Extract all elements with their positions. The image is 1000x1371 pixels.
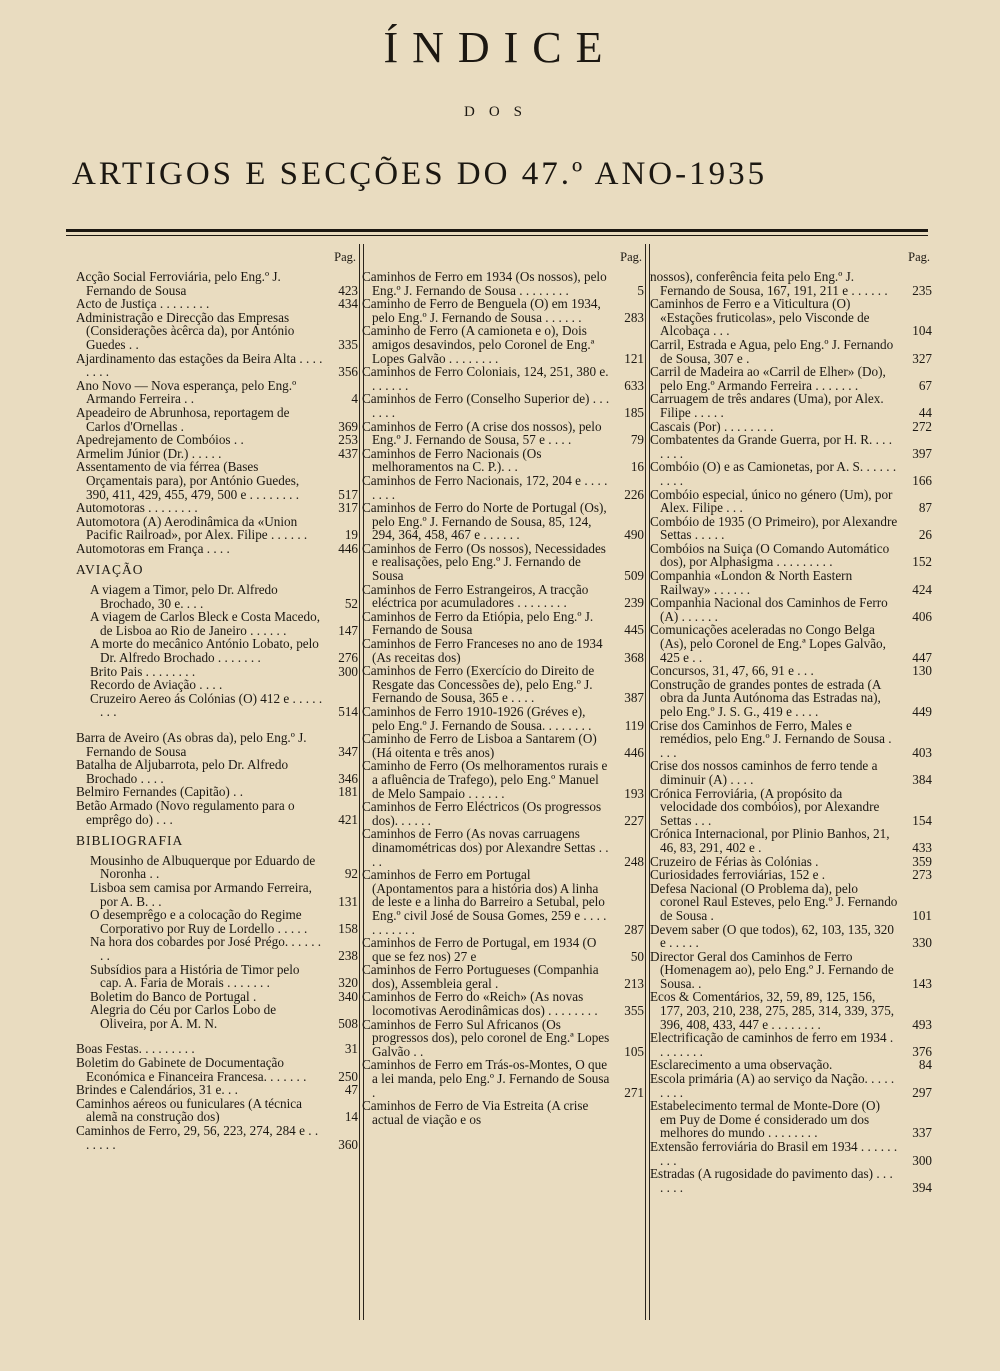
entry-title: Caminhos de Ferro (As novas carruagens dinamométricas dos) por Alexandre Settas . . . .: [362, 826, 609, 869]
entry-title: Lisboa sem camisa por Armando Ferreira, por A. B. . .: [90, 879, 312, 909]
index-entry: [650, 392, 932, 419]
entry-title: Escola primária (A) ao serviço da Nação. . . . . . . . .: [650, 1071, 895, 1100]
entry-page-number: 297: [912, 1084, 932, 1100]
column-divider: [359, 244, 360, 1320]
entry-page-number: 276: [338, 650, 358, 666]
entry-page-number: 347: [338, 743, 358, 759]
entry-title: Combatentes da Grande Guerra, por H. R. . . . . . . .: [650, 432, 893, 461]
entry-title: Caminhos aéreos ou funiculares (A técnica alemã na construção dos): [76, 1095, 302, 1125]
index-entry: [362, 365, 644, 392]
entry-title: Ecos & Comentários, 32, 59, 89, 125, 156, 177, 203, 210, 238, 275, 285, 314, 339, 375, 396, 408, 433, 447 e . . . . . . . .: [650, 989, 895, 1032]
entry-page-number: 92: [344, 866, 358, 882]
entry-page-number: 166: [912, 472, 932, 488]
entry-title: Companhia «London & North Eastern Railway» . . . . . .: [650, 568, 853, 597]
entry-title: Combóio de 1935 (O Primeiro), por Alexandre Settas . . . . .: [650, 513, 898, 543]
entry-title: Caminhos de Ferro Nacionais (Os melhoramentos na C. P.). . .: [362, 445, 542, 475]
index-entry: [362, 1058, 644, 1099]
entry-page-number: 185: [624, 404, 644, 420]
entry-title: Ano Novo — Nova esperança, pelo Eng.º Armando Ferreira . .: [76, 377, 297, 407]
entry-page-number: 287: [624, 921, 644, 937]
index-entry: [362, 1018, 644, 1059]
entry-page-number: 26: [918, 527, 932, 543]
index-entry: [76, 665, 358, 679]
index-entry: [650, 678, 932, 719]
index-entry: [76, 447, 358, 461]
index-entry: [362, 474, 644, 501]
entry-title: Armelim Júnior (Dr.) . . . . .: [76, 445, 222, 461]
index-entry: [76, 908, 358, 935]
index-entry: [76, 1097, 358, 1124]
index-entry: [362, 936, 644, 963]
entry-title: Assentamento de via férrea (Bases Orçamentais para), por António Guedes, 390, 411, 429, 455, 479, 500 e . . . . . . . .: [76, 459, 300, 502]
entry-page-number: 87: [918, 500, 932, 516]
index-entry: [650, 1072, 932, 1099]
entry-title: Estradas (A rugosidade do pavimento das) . . . . . . .: [650, 1166, 893, 1195]
entry-title: Combóios na Suiça (O Comando Automático dos), por Alphasigma . . . . . . . . .: [650, 540, 890, 570]
entry-page-number: 447: [912, 649, 932, 665]
entry-page-number: 337: [912, 1125, 932, 1141]
entry-title: Caminhos de Ferro da Etiópia, pelo Eng.º J. Fernando de Sousa: [362, 608, 594, 638]
entry-page-number: 394: [912, 1179, 932, 1195]
index-entry: [76, 1056, 358, 1083]
header-rule-thin: [66, 235, 928, 236]
entry-title: Caminhos de Ferro Portugueses (Companhia dos), Assembleia geral .: [362, 962, 599, 991]
title-connector: DOS: [463, 104, 536, 120]
index-entry: [650, 1099, 932, 1140]
entry-page-number: 271: [624, 1084, 644, 1100]
index-entry: [362, 420, 644, 447]
entry-title: Extensão ferroviária do Brasil em 1934 . . . . . . . . .: [650, 1139, 898, 1168]
entry-page-number: 84: [918, 1057, 932, 1073]
entry-title: Carril de Madeira ao «Carril de Elher» (Do), pelo Eng.º Armando Ferreira . . . . . . .: [650, 364, 886, 393]
section-heading: BIBLIOGRAFIA: [76, 833, 184, 849]
entry-page-number: 250: [338, 1068, 358, 1084]
entry-title: Crise dos nossos caminhos de ferro tende a diminuir (A) . . . .: [650, 758, 878, 787]
entry-title: Crise dos Caminhos de Ferro, Males e remédios, pelo Eng.º J. Fernando de Sousa . . . .: [650, 717, 892, 760]
entry-title: Automotoras . . . . . . . .: [76, 500, 198, 516]
index-entry: [650, 420, 932, 434]
entry-page-number: 300: [338, 663, 358, 679]
entry-title: Caminhos de Ferro de Portugal, em 1934 (O que se fez nos) 27 e: [362, 935, 597, 964]
index-entry: [650, 787, 932, 828]
entry-title: Caminhos de Ferro Sul Africanos (Os progressos dos), pelo coronel de Eng.ª Lopes Galvão . .: [362, 1016, 610, 1059]
index-entry: [362, 705, 644, 732]
entry-page-number: 248: [624, 853, 644, 869]
index-entry: [76, 1124, 358, 1151]
index-entry: [76, 515, 358, 542]
entry-page-number: 227: [624, 812, 644, 828]
entry-title: Boas Festas. . . . . . . . .: [76, 1041, 195, 1057]
entry-page-number: 397: [912, 445, 932, 461]
index-entry: [650, 297, 932, 338]
entry-page-number: 340: [338, 988, 358, 1004]
entry-title: Caminhos de Ferro Eléctricos (Os progressos dos). . . . . .: [362, 799, 602, 828]
entry-page-number: 52: [344, 595, 358, 611]
entry-page-number: 355: [624, 1003, 644, 1019]
entry-page-number: 143: [912, 975, 932, 991]
entry-page-number: 368: [624, 649, 644, 665]
entry-title: Caminho de Ferro (Os melhoramentos rurais e a afluência de Trafego), pelo Eng.º Manuel de Melo Sampaio . . . . . .: [362, 758, 608, 801]
entry-page-number: 235: [912, 282, 932, 298]
entry-title: Caminhos de Ferro (A crise dos nossos), pelo Eng.º J. Fernando de Sousa, 57 e . . . .: [362, 418, 602, 448]
entry-title: Carruagem de três andares (Uma), por Alex. Filipe . . . . .: [650, 391, 884, 420]
entry-title: Subsídios para a História de Timor pelo cap. A. Faria de Morais . . . . . . .: [90, 961, 300, 991]
index-entry: [362, 270, 644, 297]
entry-page-number: 44: [918, 404, 932, 420]
index-entry: [362, 1099, 644, 1126]
entry-page-number: 152: [912, 554, 932, 570]
entry-title: Acto de Justiça . . . . . . . .: [76, 296, 210, 312]
entry-title: Batalha de Aljubarrota, pelo Dr. Alfredo Brochado . . . .: [76, 757, 289, 786]
index-entry: [76, 854, 358, 881]
index-entry: [76, 963, 358, 990]
header-rule-thick: [66, 229, 928, 232]
entry-title: Devem saber (O que todos), 62, 103, 135, 320 e . . . . .: [650, 921, 894, 951]
entry-page-number: 359: [912, 853, 932, 869]
entry-page-number: 508: [338, 1015, 358, 1031]
index-entry: [362, 447, 644, 474]
index-entry: [76, 1042, 358, 1056]
entry-page-number: 4: [351, 391, 358, 407]
index-entry: [76, 501, 358, 515]
entry-title: Curiosidades ferroviárias, 152 e .: [650, 867, 826, 883]
index-entry: [76, 1083, 358, 1097]
index-entry: [362, 868, 644, 936]
entry-page-number: 239: [624, 595, 644, 611]
entry-page-number: 360: [338, 1136, 358, 1152]
entry-page-number: 403: [912, 744, 932, 760]
entry-page-number: 50: [630, 948, 644, 964]
entry-page-number: 253: [338, 432, 358, 448]
index-entry: [76, 692, 358, 719]
index-entry: [650, 515, 932, 542]
entry-title: Caminhos de Ferro Coloniais, 124, 251, 380 e. . . . . . .: [362, 364, 609, 393]
entry-page-number: 517: [338, 486, 358, 502]
entry-page-number: 300: [912, 1152, 932, 1168]
index-entry: [76, 731, 358, 758]
index-entry: [76, 610, 358, 637]
index-entry: [650, 719, 932, 760]
index-entry: [650, 338, 932, 365]
index-entry: [76, 678, 358, 692]
entry-title: Apedrejamento de Combóios . .: [76, 432, 244, 448]
index-entry: [362, 501, 644, 542]
entry-title: Carril, Estrada e Agua, pelo Eng.º J. Fernando de Sousa, 307 e .: [650, 336, 894, 366]
entry-title: Alegria do Céu por Carlos Lobo de Oliveira, por A. M. N.: [90, 1002, 277, 1031]
index-entry: [362, 392, 644, 419]
index-column-2: [362, 244, 644, 1324]
page-column-header: Pag.: [620, 250, 642, 264]
entry-title: A morte do mecânico António Lobato, pelo Dr. Alfredo Brochado . . . . . . .: [90, 636, 319, 666]
entry-title: Caminhos de Ferro, 29, 56, 223, 274, 284 e . . . . . . .: [76, 1123, 319, 1152]
index-entry: [76, 433, 358, 447]
index-entry: [650, 270, 932, 297]
entry-title: Crónica Internacional, por Plinio Banhos, 21, 46, 83, 291, 402 e .: [650, 826, 890, 855]
entry-page-number: 147: [338, 622, 358, 638]
entry-title: Comunicações aceleradas no Congo Belga (As), pelo Coronel de Eng.ª Lopes Galvão, 425 e . .: [650, 622, 886, 665]
entry-page-number: 434: [338, 296, 358, 312]
entry-title: Mousinho de Albuquerque por Eduardo de Noronha . .: [90, 852, 316, 882]
entry-title: Caminho de Ferro de Lisboa a Santarem (O) (Há oitenta e três anos): [362, 731, 597, 760]
entry-page-number: 445: [624, 622, 644, 638]
entry-page-number: 421: [338, 811, 358, 827]
entry-title: Recordo de Aviação . . . .: [90, 677, 223, 693]
index-column-1: [76, 244, 358, 1324]
entry-page-number: 317: [338, 500, 358, 516]
entry-page-number: 633: [624, 377, 644, 393]
entry-title: Administração e Direcção das Empresas (Considerações àcêrca da), por António Guedes . .: [76, 309, 295, 352]
entry-title: O desemprêgo e a colocação do Regime Corporativo por Ruy de Lordello . . . . .: [90, 907, 308, 936]
index-entry: [650, 488, 932, 515]
entry-page-number: 446: [338, 540, 358, 556]
entry-title: Brindes e Calendários, 31 e. . .: [76, 1082, 238, 1098]
entry-title: Caminhos de Ferro em 1934 (Os nossos), pelo Eng.º J. Fernando de Sousa . . . . . . . .: [362, 269, 607, 298]
entry-page-number: 193: [624, 785, 644, 801]
index-entry: [362, 759, 644, 800]
index-entry: [362, 963, 644, 990]
entry-title: Belmiro Fernandes (Capitão) . .: [76, 784, 244, 800]
entry-title: Boletim do Banco de Portugal .: [90, 988, 257, 1004]
index-entry: [76, 785, 358, 799]
index-entry: [362, 990, 644, 1017]
entry-page-number: 273: [912, 867, 932, 883]
index-entry: [650, 759, 932, 786]
entry-page-number: 446: [624, 744, 644, 760]
index-entry: [76, 881, 358, 908]
entry-page-number: 384: [912, 771, 932, 787]
index-entry: [650, 855, 932, 869]
entry-title: Caminhos de Ferro (Exercício do Direito de Resgate das Concessões de), pelo Eng.º J. Fernando de Sousa, 365 e . . . .: [362, 663, 595, 706]
entry-title: Concursos, 31, 47, 66, 91 e . . .: [650, 663, 814, 679]
column-divider: [645, 244, 646, 1320]
entry-page-number: 272: [912, 418, 932, 434]
page-column-header: Pag.: [334, 250, 356, 264]
index-entry: [76, 460, 358, 501]
index-entry: [650, 950, 932, 991]
index-entry: [76, 799, 358, 826]
index-entry: [362, 800, 644, 827]
entry-title: A viagem de Carlos Bleck e Costa Macedo, de Lisboa ao Rio de Janeiro . . . . . .: [90, 609, 320, 638]
index-entry: [650, 542, 932, 569]
entry-title: Caminhos de Ferro (Conselho Superior de) . . . . . . .: [362, 391, 610, 420]
entry-title: Automotora (A) Aerodinâmica da «Union Pacific Railroad», por Alex. Filipe . . . . . .: [76, 513, 308, 543]
entry-title: Caminhos de Ferro do Norte de Portugal (Os), pelo Eng.º J. Fernando de Sousa, 85, 124, 294, 364, 458, 467 e . . . . . .: [362, 500, 607, 543]
entry-title: Betão Armado (Novo regulamento para o emprêgo do) . . .: [76, 797, 295, 827]
entry-title: A viagem a Timor, pelo Dr. Alfredo Brochado, 30 e. . . .: [90, 582, 278, 611]
entry-title: Cruzeiro Aereo ás Colónias (O) 412 e . . . . . . . .: [90, 690, 323, 720]
entry-title: Combóio especial, único no género (Um), por Alex. Filipe . . .: [650, 486, 893, 516]
entry-page-number: 320: [338, 975, 358, 991]
entry-page-number: 387: [624, 690, 644, 706]
index-entry: [650, 1031, 932, 1058]
entry-title: Crónica Ferroviária, (A propósito da velocidade dos combóios), por Alexandre Settas . . .: [650, 785, 880, 828]
entry-title: Director Geral dos Caminhos de Ferro (Homenagem ao), pelo Eng.º J. Fernando de Sousa. .: [650, 948, 894, 991]
entry-page-number: 31: [344, 1041, 358, 1057]
index-entry: [76, 637, 358, 664]
index-entry: [76, 1003, 358, 1030]
entry-title: Ajardinamento das estações da Beira Alta . . . . . . . .: [76, 350, 323, 380]
entry-page-number: 514: [338, 704, 358, 720]
entry-page-number: 16: [630, 459, 644, 475]
entry-page-number: 493: [912, 1016, 932, 1032]
index-entry: [650, 923, 932, 950]
entry-page-number: 131: [338, 893, 358, 909]
entry-page-number: 104: [912, 323, 932, 339]
entry-page-number: 181: [338, 784, 358, 800]
entry-title: Caminhos de Ferro Franceses no ano de 1934 (As receitas dos): [362, 636, 603, 665]
entry-title: Caminhos de Ferro Estrangeiros, A tracção eléctrica por acumuladores . . . . . . . .: [362, 581, 589, 611]
index-entry: [362, 324, 644, 365]
entry-title: Electrificação de caminhos de ferro em 1934 . . . . . . . .: [650, 1030, 894, 1059]
index-entry: [650, 365, 932, 392]
entry-page-number: 369: [338, 418, 358, 434]
entry-title: Esclarecimento a uma observação.: [650, 1057, 833, 1073]
entry-title: Automotoras em França . . . .: [76, 540, 230, 556]
entry-title: Na hora dos cobardes por José Prégo. . . . . . . .: [90, 934, 322, 963]
entry-title: Caminho de Ferro (A camioneta e o), Dois amigos desavindos, pelo Coronel de Eng.ª Lopes Galvão . . . . . . . .: [362, 323, 595, 366]
page-subtitle: ARTIGOS E SECÇÕES DO 47.º ANO-1935: [72, 156, 768, 192]
index-entry: [76, 311, 358, 352]
index-entry: [76, 935, 358, 962]
index-entry: [76, 297, 358, 311]
entry-page-number: 356: [338, 364, 358, 380]
index-entry: [650, 990, 932, 1031]
index-entry: [650, 433, 932, 460]
entry-title: Barra de Aveiro (As obras da), pelo Eng.º J. Fernando de Sousa: [76, 730, 307, 759]
entry-title: Estabelecimento termal de Monte-Dore (O) em Puy de Dome é considerado um dos melhores do mundo . . . . . . . .: [650, 1098, 880, 1141]
index-entry: [650, 827, 932, 854]
index-entry: [362, 664, 644, 705]
entry-title: Caminhos de Ferro em Trás-os-Montes, O que a lei manda, pelo Eng.º J. Fernando de Sousa .: [362, 1057, 610, 1100]
entry-page-number: 330: [912, 935, 932, 951]
page-column-header: Pag.: [908, 250, 930, 264]
index-entry: [362, 610, 644, 637]
entry-title: Cruzeiro de Férias às Colónias .: [650, 853, 819, 869]
entry-page-number: 79: [630, 432, 644, 448]
index-entry: [362, 297, 644, 324]
index-entry: [650, 664, 932, 678]
index-entry: [362, 637, 644, 664]
entry-page-number: 449: [912, 704, 932, 719]
index-entry: [650, 868, 932, 882]
index-entry: [362, 732, 644, 759]
entry-page-number: 101: [912, 907, 932, 923]
entry-page-number: 5: [637, 282, 644, 298]
entry-page-number: 327: [912, 350, 932, 366]
index-entry: [650, 569, 932, 596]
index-entry: [650, 1167, 932, 1194]
entry-title: Companhia Nacional dos Caminhos de Ferro (A) . . . . . .: [650, 595, 888, 624]
index-entry: [362, 542, 644, 583]
index-entry: [76, 379, 358, 406]
entry-page-number: 158: [338, 920, 358, 936]
entry-title: Boletim do Gabinete de Documentação Económica e Financeira Francesa. . . . . . .: [76, 1055, 307, 1084]
entry-page-number: 406: [912, 608, 932, 624]
entry-page-number: 213: [624, 975, 644, 991]
entry-page-number: 283: [624, 309, 644, 325]
entry-title: Caminhos de Ferro do «Reich» (As novas locomotivas Aerodinâmicas dos) . . . . . . . .: [362, 989, 598, 1019]
entry-page-number: 226: [624, 486, 644, 502]
entry-page-number: 121: [624, 350, 644, 366]
entry-title: Caminhos de Ferro e a Viticultura (O) «Estações fruticolas», pelo Visconde de Alcobaça . . .: [650, 296, 870, 339]
entry-title: Acção Social Ferroviária, pelo Eng.º J. Fernando de Sousa: [76, 269, 281, 298]
entry-title: Defesa Nacional (O Problema da), pelo coronel Raul Esteves, pelo Eng.º J. Fernando de Sousa .: [650, 880, 898, 923]
entry-page-number: 376: [912, 1043, 932, 1059]
entry-title: Apeadeiro de Abrunhosa, reportagem de Carlos d'Ornellas .: [76, 404, 290, 434]
index-entry: [650, 882, 932, 923]
entry-page-number: 238: [338, 947, 358, 963]
index-entry: [650, 1058, 932, 1072]
entry-page-number: 423: [338, 282, 358, 298]
index-entry: [650, 460, 932, 487]
entry-title: Construção de grandes pontes de estrada (A obra da Junta Autónoma das Estradas na), pelo Eng.º J. S. G., 419 e . . . .: [650, 676, 881, 719]
entry-page-number: 19: [344, 527, 358, 543]
entry-page-number: 424: [912, 581, 932, 597]
entry-page-number: 14: [344, 1109, 358, 1125]
index-entry: [76, 583, 358, 610]
entry-page-number: 105: [624, 1043, 644, 1059]
index-entry: [76, 542, 358, 556]
entry-title: Caminhos de Ferro Nacionais, 172, 204 e . . . . . . . .: [362, 472, 608, 502]
entry-page-number: 346: [338, 770, 358, 786]
index-entry: [76, 352, 358, 379]
index-entry: [362, 583, 644, 610]
index-entry: [76, 406, 358, 433]
entry-page-number: 335: [338, 336, 358, 352]
entry-title: Brito Pais . . . . . . . .: [90, 663, 196, 679]
entry-page-number: 509: [624, 568, 644, 584]
entry-page-number: 130: [912, 663, 932, 679]
section-heading: AVIAÇÃO: [76, 562, 144, 578]
index-entry: [76, 990, 358, 1004]
index-entry: [76, 758, 358, 785]
index-column-3: [650, 244, 932, 1324]
entry-page-number: 47: [344, 1082, 358, 1098]
entry-page-number: 67: [918, 377, 932, 393]
index-entry: [650, 596, 932, 623]
entry-title: Caminhos de Ferro em Portugal (Apontamentos para a história dos) A linha de leste e a linha do Barreiro a Setubal, pelo Eng.º civil José de Sousa Gomes, 259 e . . . . . . . . . . .: [362, 867, 607, 937]
entry-page-number: 490: [624, 527, 644, 543]
index-entry: [650, 1140, 932, 1167]
entry-page-number: 437: [338, 445, 358, 461]
entry-page-number: 119: [624, 717, 644, 733]
index-entry: [362, 827, 644, 868]
entry-title: Combóio (O) e as Camionetas, por A. S. . . . . . . . . .: [650, 459, 897, 488]
entry-page-number: 433: [912, 839, 932, 855]
index-entry: [650, 623, 932, 664]
entry-title: nossos), conferência feita pelo Eng.º J. Fernando de Sousa, 167, 191, 211 e . . . . . .: [650, 269, 888, 298]
entry-title: Caminhos de Ferro de Via Estreita (A crise actual de viação e os: [362, 1098, 589, 1127]
entry-page-number: 154: [912, 812, 932, 828]
entry-title: Caminhos de Ferro 1910-1926 (Gréves e), pelo Eng.º J. Fernando de Sousa. . . . . . . .: [362, 704, 592, 733]
page-title: ÍNDICE: [383, 23, 617, 72]
entry-title: Caminhos de Ferro (Os nossos), Necessidades e realisações, pelo Eng.º J. Fernando de Sousa: [362, 540, 606, 584]
entry-title: Cascais (Por) . . . . . . . .: [650, 418, 774, 434]
index-entry: [76, 270, 358, 297]
entry-title: Caminho de Ferro de Benguela (O) em 1934, pelo Eng.º J. Fernando de Sousa . . . . . .: [362, 296, 601, 325]
